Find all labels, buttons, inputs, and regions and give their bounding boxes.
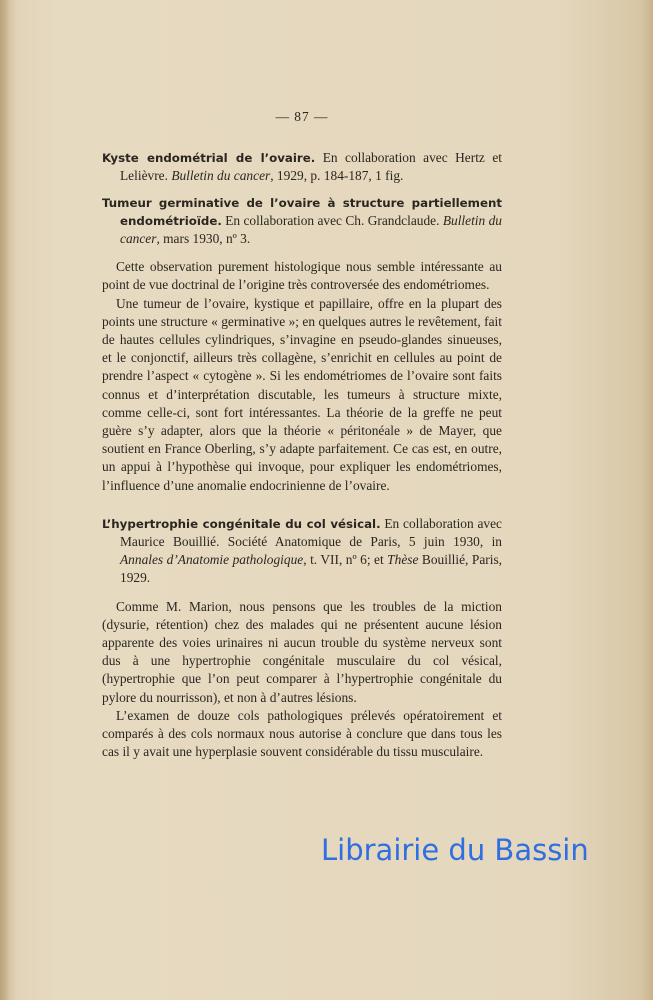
entry-text: En collaboration avec Hertz et Lelièvre. bbox=[120, 150, 502, 184]
entry-title: L’hypertrophie congénitale du col vésical. bbox=[102, 516, 381, 531]
entry-text: , t. VII, nº 6; et bbox=[303, 552, 388, 568]
entry-text: En collaboration avec Ch. Grandclaude. bbox=[221, 212, 443, 228]
entry-title: Kyste endométrial de l’ovaire. bbox=[102, 151, 316, 166]
bibliography-entry-2 bbox=[102, 194, 502, 249]
paragraph: Comme M. Marion, nous pensons que les troubles de la miction (dysurie, rétention) chez des malades qui ne présentent aucune lésion apparente des voies urinaires ni aucun trouble du système nerveux sont dus à une hypertrophie congénitale musculaire du col vésical, (hypertrophie que l’on peut comparer à l’hypertrophie congénitale du pylore du nourrisson), et non à d’autres lésions. bbox=[102, 598, 502, 705]
thesis-label: Thèse bbox=[387, 552, 419, 568]
page-spine-shadow bbox=[0, 0, 10, 1000]
paragraph: Cette observation purement histologique nous semble intéressante au point de vue doctrinal de l’origine très controversée des endométriomes. bbox=[102, 259, 502, 293]
watermark-text: Librairie du Bassin bbox=[321, 833, 589, 867]
entry-citation: , mars 1930, nº 3. bbox=[156, 231, 251, 247]
bibliography-entry-3 bbox=[102, 515, 502, 588]
journal-name: Annales d’Anatomie pathologique bbox=[120, 552, 304, 568]
bibliography-entry-1 bbox=[102, 149, 502, 185]
entry-text: En collaboration avec Maurice Bouillié. Société Anatomique de Paris, 5 juin 1930, in bbox=[120, 515, 502, 550]
entry-citation: Bouillié, Paris, 1929. bbox=[120, 552, 503, 586]
entry-title: Tumeur germinative de l’ovaire à structure partiellement endométrioïde. bbox=[102, 195, 502, 228]
page-content bbox=[102, 108, 502, 762]
journal-name: Bulletin du cancer bbox=[120, 212, 502, 247]
paragraph: L’examen de douze cols pathologiques prélevés opératoirement et comparés à des cols normaux nous autorise à conclure que dans tous les cas il y avait une hyperplasie souvent considérable du tissu musculaire. bbox=[102, 707, 502, 760]
page-number: — 87 — bbox=[275, 109, 329, 124]
entry-citation: , 1929, p. 184-187, 1 fig. bbox=[270, 168, 404, 184]
journal-name: Bulletin du cancer bbox=[171, 168, 271, 184]
paragraph: Une tumeur de l’ovaire, kystique et papillaire, offre en la plupart des points une structure « germinative »; en quelques autres le revêtement, fait de hautes cellules cylindriques, s’invagine en pseudo-glandes sinueuses, et le conjonctif, ailleurs très collagène, s’enrichit en cellules au point de prendre l’aspect « cytogène ». Si les endométriomes de l’ovaire sont faits connus et d’interprétation discutable, les tumeurs à structure mixte, comme celle-ci, sont fort intéressantes. La théorie de la greffe ne peut guère s’y adapter, alors que la théorie « péritonéale » de Mayer, que soutient en France Oberling, s’y adapte parfaitement. Ce cas est, en outre, un appui à l’hypothèse qui invoque, pour expliquer les endométriomes, l’influence d’une anomalie endocrinienne de l’ovaire. bbox=[102, 295, 502, 493]
